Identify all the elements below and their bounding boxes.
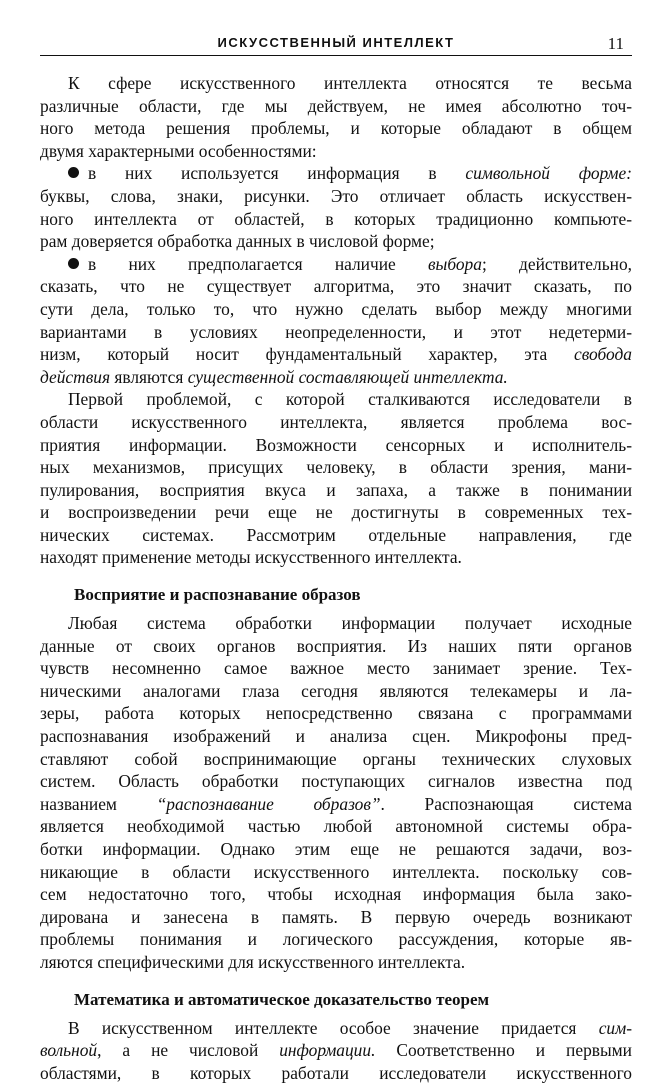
- text-line: ного метода решения проблемы, и которые обладают в общем: [40, 118, 632, 139]
- section-heading: Математика и автоматическое доказательство теорем: [74, 989, 490, 1009]
- text-line: является необходимой частью любой автономной системы обра-: [40, 816, 632, 837]
- bullet-item-line: [40, 162, 632, 185]
- text-line: Любая система обработки информации получает исходные: [68, 613, 632, 634]
- text-line: Первой проблемой, с которой сталкиваются исследователи в: [68, 389, 632, 410]
- text-line: вариантами в условиях неопределенности, и этот недетерми-: [40, 321, 632, 342]
- text-line: рам доверяется обработка данных в числовой форме;: [40, 231, 435, 252]
- text-line: находят применение методы искусственного интеллекта.: [40, 547, 462, 568]
- italic-text-run: “распознавание образов”: [156, 793, 381, 814]
- section-heading: Восприятие и распознавание образов: [74, 585, 361, 605]
- italic-text-run: вольной: [40, 1040, 98, 1061]
- text-run: низм, который носит фундаментальный характер, эта: [40, 344, 575, 365]
- italic-text-run: существенной составляющей интеллекта.: [187, 366, 508, 387]
- text-line: [40, 366, 632, 389]
- text-line: чувств несомненно самое важное место занимает зрение. Тех-: [40, 658, 632, 679]
- text-run: в них предполагается наличие: [88, 253, 428, 274]
- bullet-item-line: [40, 253, 632, 276]
- text-line: сути дела, только то, что нужно сделать выбор между многими: [40, 298, 632, 319]
- text-run: . Распознающая система: [380, 793, 632, 814]
- italic-text-run: символьной форме:: [465, 163, 632, 184]
- text-line: ного интеллекта от областей, в которых традиционно компьюте-: [40, 208, 632, 229]
- text-run: ; действительно,: [481, 253, 632, 274]
- page-number: 11: [607, 34, 624, 53]
- text-line: [40, 343, 632, 366]
- text-line: пулирования, восприятия вкуса и запаха, а также в понимании: [40, 479, 632, 500]
- text-line: сем недостаточно того, чтобы исходная информация была зако-: [40, 884, 632, 905]
- text-line: никающие в области искусственного интеллекта. поскольку сов-: [40, 861, 632, 882]
- text-line: распознавания изображений и анализа сцен. Микрофоны пред-: [40, 726, 632, 747]
- text-line: дирована и занесена в память. В первую очередь возникают: [40, 906, 632, 927]
- text-line: области искусственного интеллекта, является проблема вос-: [40, 411, 632, 432]
- text-line: данные от своих органов восприятия. Из наших пяти органов: [40, 635, 632, 656]
- text-line: приятия информации. Возможности сенсорных и исполнитель-: [40, 434, 632, 455]
- text-line: буквы, слова, знаки, рисунки. Это отличает область искусствен-: [40, 185, 632, 206]
- text-line: проблемы понимания и логического рассуждения, которые яв-: [40, 929, 632, 950]
- text-run: , а не числовой: [97, 1040, 280, 1061]
- italic-text-run: свобода: [574, 344, 632, 365]
- text-line: ляются специфическими для искусственного интеллекта.: [40, 951, 466, 972]
- italic-text-run: выбора: [428, 253, 482, 274]
- text-line: ставляют собой воспринимающие органы технических слуховых: [40, 748, 632, 769]
- text-run: в них используется информация в: [88, 163, 466, 184]
- italic-text-run: информации.: [279, 1040, 376, 1061]
- text-line: [40, 1039, 632, 1062]
- page-header: [40, 29, 632, 56]
- text-line: [40, 1017, 632, 1040]
- text-line: ных механизмов, присущих человеку, в области зрения, мани-: [40, 457, 632, 478]
- italic-text-run: действия: [40, 366, 111, 387]
- text-line: областями, в которых работали исследователи искусственного: [40, 1062, 632, 1083]
- bullet-icon: [68, 167, 79, 178]
- bullet-icon: [68, 258, 79, 269]
- text-line: ническими аналогами глаза сегодня являются телекамеры и ла-: [40, 680, 632, 701]
- text-line: К сфере искусственного интеллекта относятся те весьма: [68, 73, 632, 93]
- body-text: [40, 72, 632, 1084]
- text-line: различные области, где мы действуем, не имея абсолютно точ-: [40, 95, 632, 116]
- italic-text-run: сим-: [598, 1017, 632, 1038]
- running-title: ИСКУССТВЕННЫЙ ИНТЕЛЛЕКТ: [217, 35, 455, 50]
- text-line: систем. Область обработки поступающих сигналов известна под: [40, 771, 632, 792]
- text-run: В искусственном интеллекте особое значение придается: [68, 1017, 599, 1038]
- text-line: сказать, что не существует алгоритма, это значит сказать, по: [40, 276, 632, 297]
- text-run: являются: [110, 366, 188, 387]
- text-line: зеры, работа которых непосредственно связана с программами: [40, 703, 632, 724]
- text-line: нических системах. Рассмотрим отдельные направления, где: [40, 524, 632, 545]
- text-line: [40, 793, 632, 816]
- text-line: ботки информации. Однако этим еще не решаются задачи, воз-: [40, 839, 632, 859]
- text-line: двумя характерными особенностями:: [40, 140, 317, 161]
- text-line: и воспроизведении речи еще не достигнуты в современных тех-: [40, 502, 632, 523]
- text-run: Соответственно и первыми: [375, 1040, 632, 1061]
- text-run: названием: [40, 793, 157, 814]
